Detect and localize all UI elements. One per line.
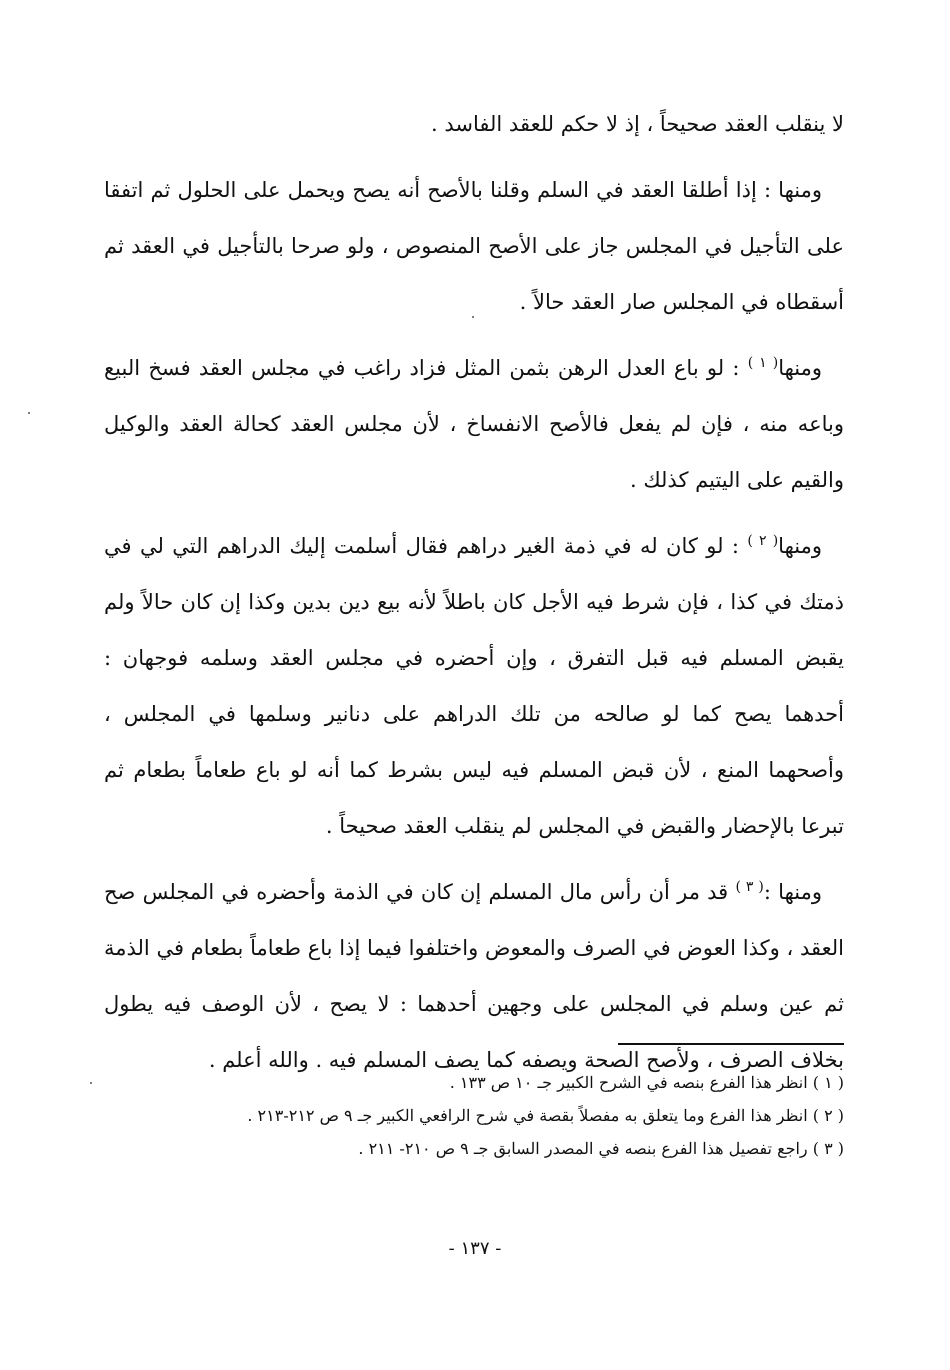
paragraph-capital-delivery bbox=[104, 864, 844, 1088]
footnote-separator bbox=[618, 1043, 844, 1045]
paragraph-debt-salam bbox=[104, 518, 844, 854]
page-number: - ١٣٧ - bbox=[448, 1238, 502, 1259]
paragraph-lead: ومنها : bbox=[763, 880, 822, 904]
footnote-1: ( ١ ) انظر هذا الفرع بنصه في الشرح الكبير جـ ١٠ ص ١٣٣ . bbox=[449, 1073, 844, 1092]
paragraph-salam-deferral: ومنها : إذا أطلقا العقد في السلم وقلنا بالأصح أنه يصح ويحمل على الحلول ثم اتفقا على التأجيل في المجلس جاز على الأصح المنصوص ، ولو صرحا بالتأجيل في العقد ثم أسقطاه في المجلس صار العقد حالاً . bbox=[104, 178, 844, 314]
scan-speck bbox=[90, 1082, 92, 1084]
paragraph-continuation: لا ينقلب العقد صحيحاً ، إذ لا حكم للعقد الفاسد . bbox=[431, 112, 844, 136]
paragraph-body: قد مر أن رأس مال المسلم إن كان في الذمة وأحضره في المجلس صح العقد ، وكذا العوض في الصرف والمعوض واختلفوا فيما إذا باع طعاماً بطعام في الذمة ثم عين وسلم في المجلس على وجهين أحدهما : لا يصح ، لأن الوصف فيه يطول بخلاف الصرف ، ولأصح الصحة ويصفه كما يصف المسلم فيه . والله أعلم . bbox=[104, 880, 844, 1072]
scan-speck bbox=[28, 412, 30, 414]
scan-speck bbox=[472, 316, 474, 318]
paragraph-lead: ومنها bbox=[778, 534, 822, 558]
paragraph-body: : لو باع العدل الرهن بثمن المثل فزاد راغب في مجلس العقد فسخ البيع وباعه منه ، فإن لم يفعل فالأصح الانفساخ ، لأن مجلس العقد كحالة العقد والوكيل والقيم على اليتيم كذلك . bbox=[104, 356, 844, 492]
paragraph-lead: ومنها bbox=[778, 356, 822, 380]
footnote-ref-1[interactable]: ( ١ ) bbox=[747, 355, 779, 371]
main-text bbox=[104, 96, 844, 1098]
footnote-3: ( ٣ ) راجع تفصيل هذا الفرع بنصه في المصدر السابق جـ ٩ ص ٢١٠- ٢١١ . bbox=[358, 1139, 844, 1158]
paragraph-body: : لو كان له في ذمة الغير دراهم فقال أسلمت إليك الدراهم التي لي في ذمتك في كذا ، فإن شرط فيه الأجل كان باطلاً لأنه بيع دين بدين وكذا إن كان حالاً ولم يقبض المسلم فيه قبل التفرق ، وإن أحضره في مجلس العقد وسلمه فوجهان : أحدهما يصح كما لو صالحه من تلك الدراهم على دنانير وسلمها في المجلس ، وأصحهما المنع ، لأن قبض المسلم فيه ليس بشرط كما أنه لو باع طعاماً بطعام ثم تبرعا بالإحضار والقبض في المجلس لم ينقلب العقد صحيحاً . bbox=[104, 534, 844, 838]
footnote-ref-3[interactable]: ( ٣ ) bbox=[735, 879, 764, 895]
footnote-ref-2[interactable]: ( ٢ ) bbox=[747, 533, 779, 549]
footnote-2: ( ٢ ) انظر هذا الفرع وما يتعلق به مفصلاً بقصة في شرح الرافعي الكبير جـ ٩ ص ٢١٢-٢١٣ . bbox=[247, 1106, 844, 1125]
paragraph-pledge-sale bbox=[104, 340, 844, 508]
footnotes bbox=[130, 1066, 844, 1165]
